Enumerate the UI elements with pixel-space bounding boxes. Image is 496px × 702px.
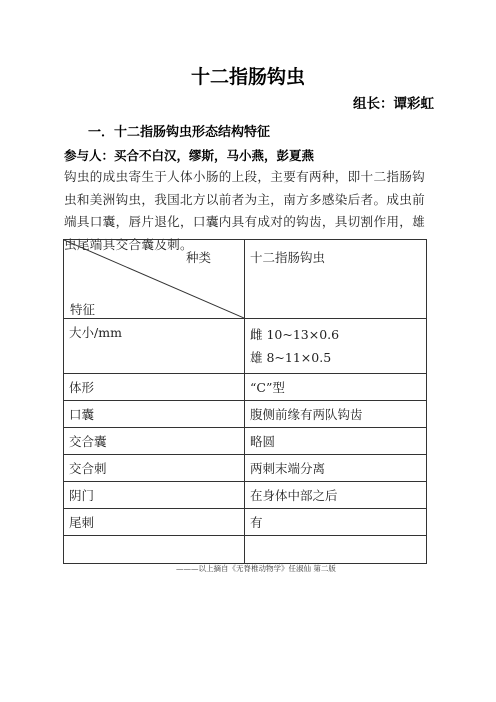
- table-row: [64, 428, 427, 455]
- feature-cell: 尾刺: [64, 509, 245, 536]
- value-cell: 有: [245, 509, 427, 536]
- table-row: [64, 482, 427, 509]
- participants-line: 参与人：买合不白汉，缪斯，马小燕，彭夏燕: [64, 148, 315, 163]
- feature-cell: 体形: [64, 374, 245, 401]
- size-male: 雄 8~11×0.5: [250, 350, 332, 365]
- section-heading: 一．十二指肠钩虫形态结构特征: [88, 125, 271, 140]
- table-row: [64, 509, 427, 536]
- feature-cell: 交合囊: [64, 428, 245, 455]
- group-leader: 组长：谭彩虹: [353, 96, 434, 112]
- value-cell: 在身体中部之后: [245, 482, 427, 509]
- description-paragraph: 钩虫的成虫寄生于人体小肠的上段，主要有两种，即十二指肠钩虫和美洲钩虫，我国北方以前者为主，南方多感染后者。成虫前端具口囊，唇片退化，口囊内具有成对的钩齿，具切割作用，雄虫尾端具交合囊及刺。: [64, 169, 426, 252]
- header-kind-label: 种类: [185, 250, 211, 265]
- size-values: [245, 319, 427, 374]
- table-row: [64, 374, 427, 401]
- size-label: 大小/mm: [64, 319, 245, 374]
- document-title: 十二指肠钩虫: [190, 66, 305, 88]
- diagonal-header-cell: [64, 240, 245, 319]
- empty-cell: [64, 536, 245, 564]
- feature-cell: 口囊: [64, 401, 245, 428]
- source-footnote: ———以上摘自《无脊椎动物学》任淑仙 第二版: [176, 564, 336, 573]
- value-cell: 略圆: [245, 428, 427, 455]
- species-header: 十二指肠钩虫: [245, 240, 427, 319]
- feature-cell: 交合刺: [64, 455, 245, 482]
- table-row: [64, 401, 427, 428]
- table-row: [64, 455, 427, 482]
- feature-cell: 阴门: [64, 482, 245, 509]
- value-cell: 腹侧前缘有两队钩齿: [245, 401, 427, 428]
- empty-cell: [245, 536, 427, 564]
- table-row-empty: [64, 536, 427, 564]
- value-cell: 两刺末端分离: [245, 455, 427, 482]
- table-header-row: [64, 240, 427, 319]
- header-feature-label: 特征: [70, 302, 96, 317]
- size-female: 雌 10~13×0.6: [250, 327, 340, 342]
- value-cell: “C”型: [245, 374, 427, 401]
- morphology-table: [63, 239, 427, 564]
- table-row-size: [64, 319, 427, 374]
